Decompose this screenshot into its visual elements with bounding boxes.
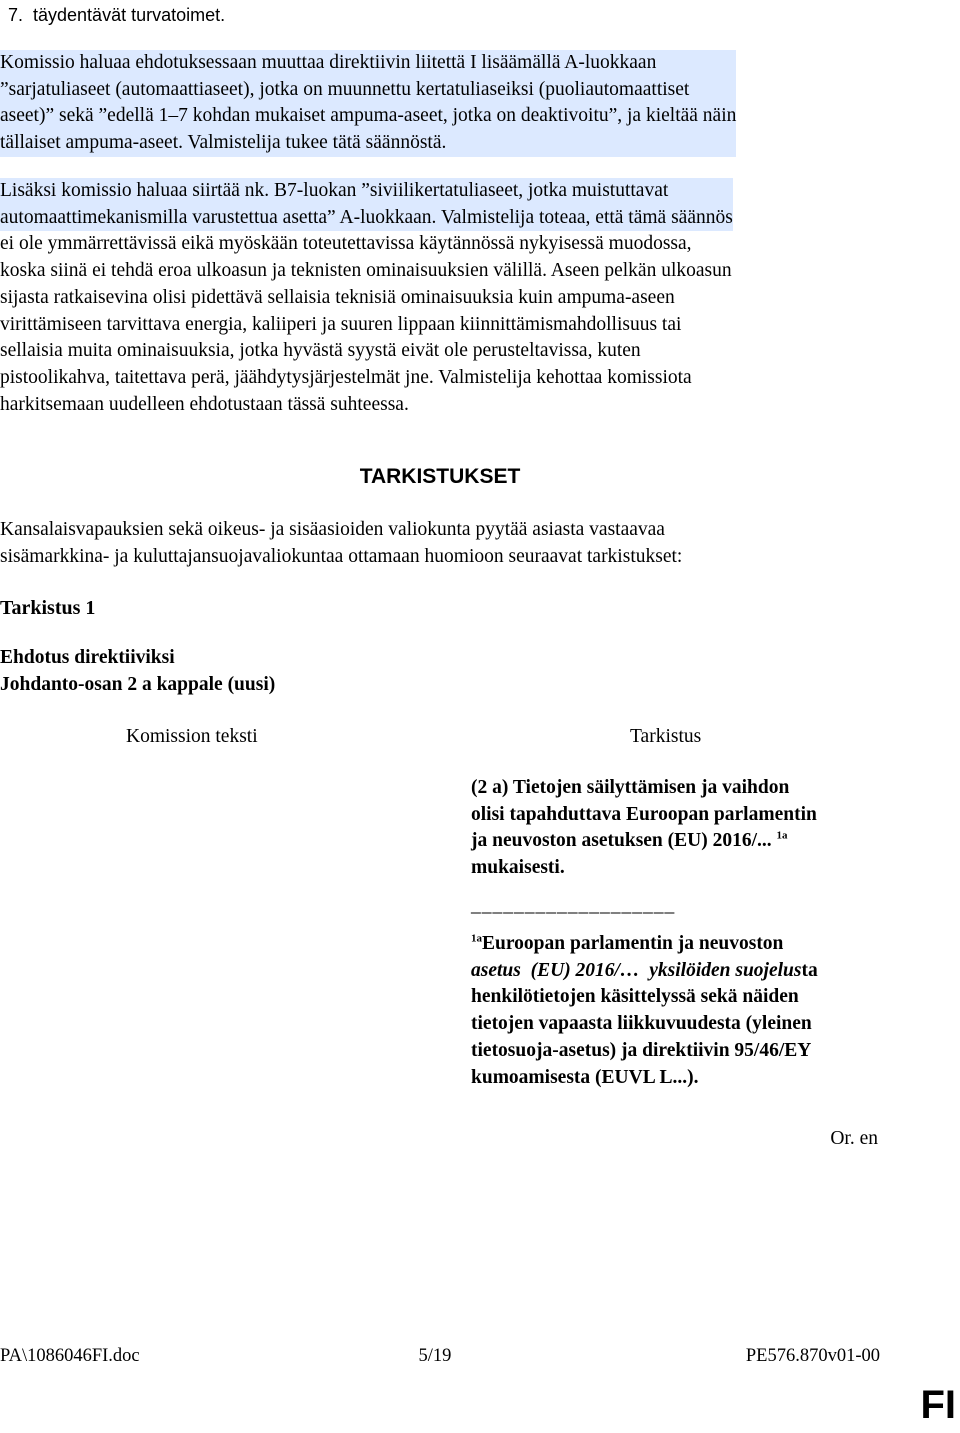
footnote-line: tietojen vapaasta liikkuvuudesta (yleinen	[471, 1013, 812, 1035]
paragraph-line: sisämarkkina- ja kuluttajansuojavaliokuntaa ottamaan huomioon seuraavat tarkistukset:	[0, 545, 683, 567]
footnote-text-italic: asetus	[471, 959, 521, 981]
paragraph-line: virittämiseen tarvittava energia, kaliiperi ja suuren lippaan kiinnittämismahdollisuus tai	[0, 313, 682, 335]
amendment-line-text: ja neuvoston asetuksen (EU) 2016/...	[471, 830, 772, 852]
footnote-line	[471, 958, 818, 985]
footnote-reference: 1a	[776, 829, 788, 842]
amendment-line	[471, 828, 817, 855]
footnote-text-italic: yksilöiden suojelus	[649, 959, 802, 981]
amendment-text	[471, 775, 817, 882]
paragraph-line: Lisäksi komissio haluaa siirtää nk. B7-luokan ”siviilikertatuliaseet, jotka muistuttavat	[0, 178, 733, 205]
paragraph-line: aseet)” sekä ”edellä 1–7 kohdan mukaiset ampuma-aseet, jotka on deaktivoitu”, ja kieltää näin	[0, 103, 736, 130]
footer-pe-ref: PE576.870v01-00	[745, 1346, 880, 1366]
paragraph-line: Kansalaisvapauksien sekä oikeus- ja sisäasioiden valiokunta pyytää asiasta vastaavaa	[0, 519, 665, 540]
footer-page-number: 5/19	[418, 1346, 452, 1366]
footnote-line: kumoamisesta (EUVL L...).	[471, 1066, 699, 1088]
paragraph-line: tällaiset ampuma-aseet. Valmistelija tukee tätä säännöstä.	[0, 130, 736, 157]
footnote	[471, 931, 818, 1091]
footer-doc-ref: PA\1086046FI.doc	[0, 1346, 140, 1366]
footnote-line	[471, 931, 818, 958]
paragraph-line: automaattimekanismilla varustettua asetta” A-luokkaan. Valmistelija toteaa, että tämä säännös	[0, 205, 733, 232]
original-language: Or. en	[830, 1128, 878, 1149]
amendment-title: Tarkistus 1	[0, 597, 96, 619]
paragraph-line: pistoolikahva, taitettava perä, jäähdytysjärjestelmät jne. Valmistelija kehottaa komissiota	[0, 366, 692, 388]
paragraph-line: ”sarjatuliaseet (automaattiaseet), jotka on muunnettu kertatuliaseiksi (puoliautomaattiset	[0, 77, 736, 104]
language-code: FI	[920, 1383, 956, 1427]
footnote-separator: ___________________	[471, 895, 676, 916]
section-heading: TARKISTUKSET	[359, 465, 521, 488]
proposal-title: Ehdotus direktiiviksi	[0, 647, 175, 668]
paragraph-proposal	[0, 50, 736, 157]
footnote-text: ta	[801, 959, 818, 981]
paragraph-line: harkitsemaan uudelleen ehdotustaan tässä suhteessa.	[0, 393, 409, 415]
footnote-line: henkilötietojen käsittelyssä sekä näiden	[471, 986, 799, 1008]
intro-paragraph	[0, 517, 682, 570]
paragraph-line: Komissio haluaa ehdotuksessaan muuttaa direktiivin liitettä I lisäämällä A-luokkaan	[0, 50, 736, 77]
paragraph-line: koska siinä ei tehdä eroa ulkoasun ja teknisten ominaisuuksien välillä. Aseen pelkän ulkoasun	[0, 260, 732, 282]
recital-title: Johdanto-osan 2 a kappale (uusi)	[0, 674, 276, 695]
paragraph-line: ei ole ymmärrettävissä eikä myöskään toteutettavissa käytännössä nykyisessä muodossa,	[0, 233, 692, 255]
footnote-mark: 1a	[471, 932, 482, 945]
list-item-7: 7. täydentävät turvatoimet.	[8, 5, 226, 25]
footnote-line: tietosuoja-asetus) ja direktiivin 95/46/EY	[471, 1039, 812, 1061]
footnote-line-text: Euroopan parlamentin ja neuvoston	[482, 933, 784, 954]
amendment-line: olisi tapahduttava Euroopan parlamentin	[471, 803, 817, 825]
column-header-amendment: Tarkistus	[630, 726, 702, 747]
paragraph-line: sijasta ratkaisevina olisi pidettävä sellaisia teknisiä ominaisuuksia kuin ampuma-aseen	[0, 286, 675, 308]
paragraph-line: sellaisia muita ominaisuuksia, jotka hyvästä syystä eivät ole perusteltavissa, kuten	[0, 340, 641, 362]
footnote-text-italic: (EU) 2016/…	[530, 959, 640, 981]
column-header-commission-text: Komission teksti	[126, 726, 258, 747]
amendment-line: mukaisesti.	[471, 857, 565, 879]
paragraph-b7-category	[0, 178, 733, 418]
amendment-line: (2 a) Tietojen säilyttämisen ja vaihdon	[471, 777, 790, 798]
